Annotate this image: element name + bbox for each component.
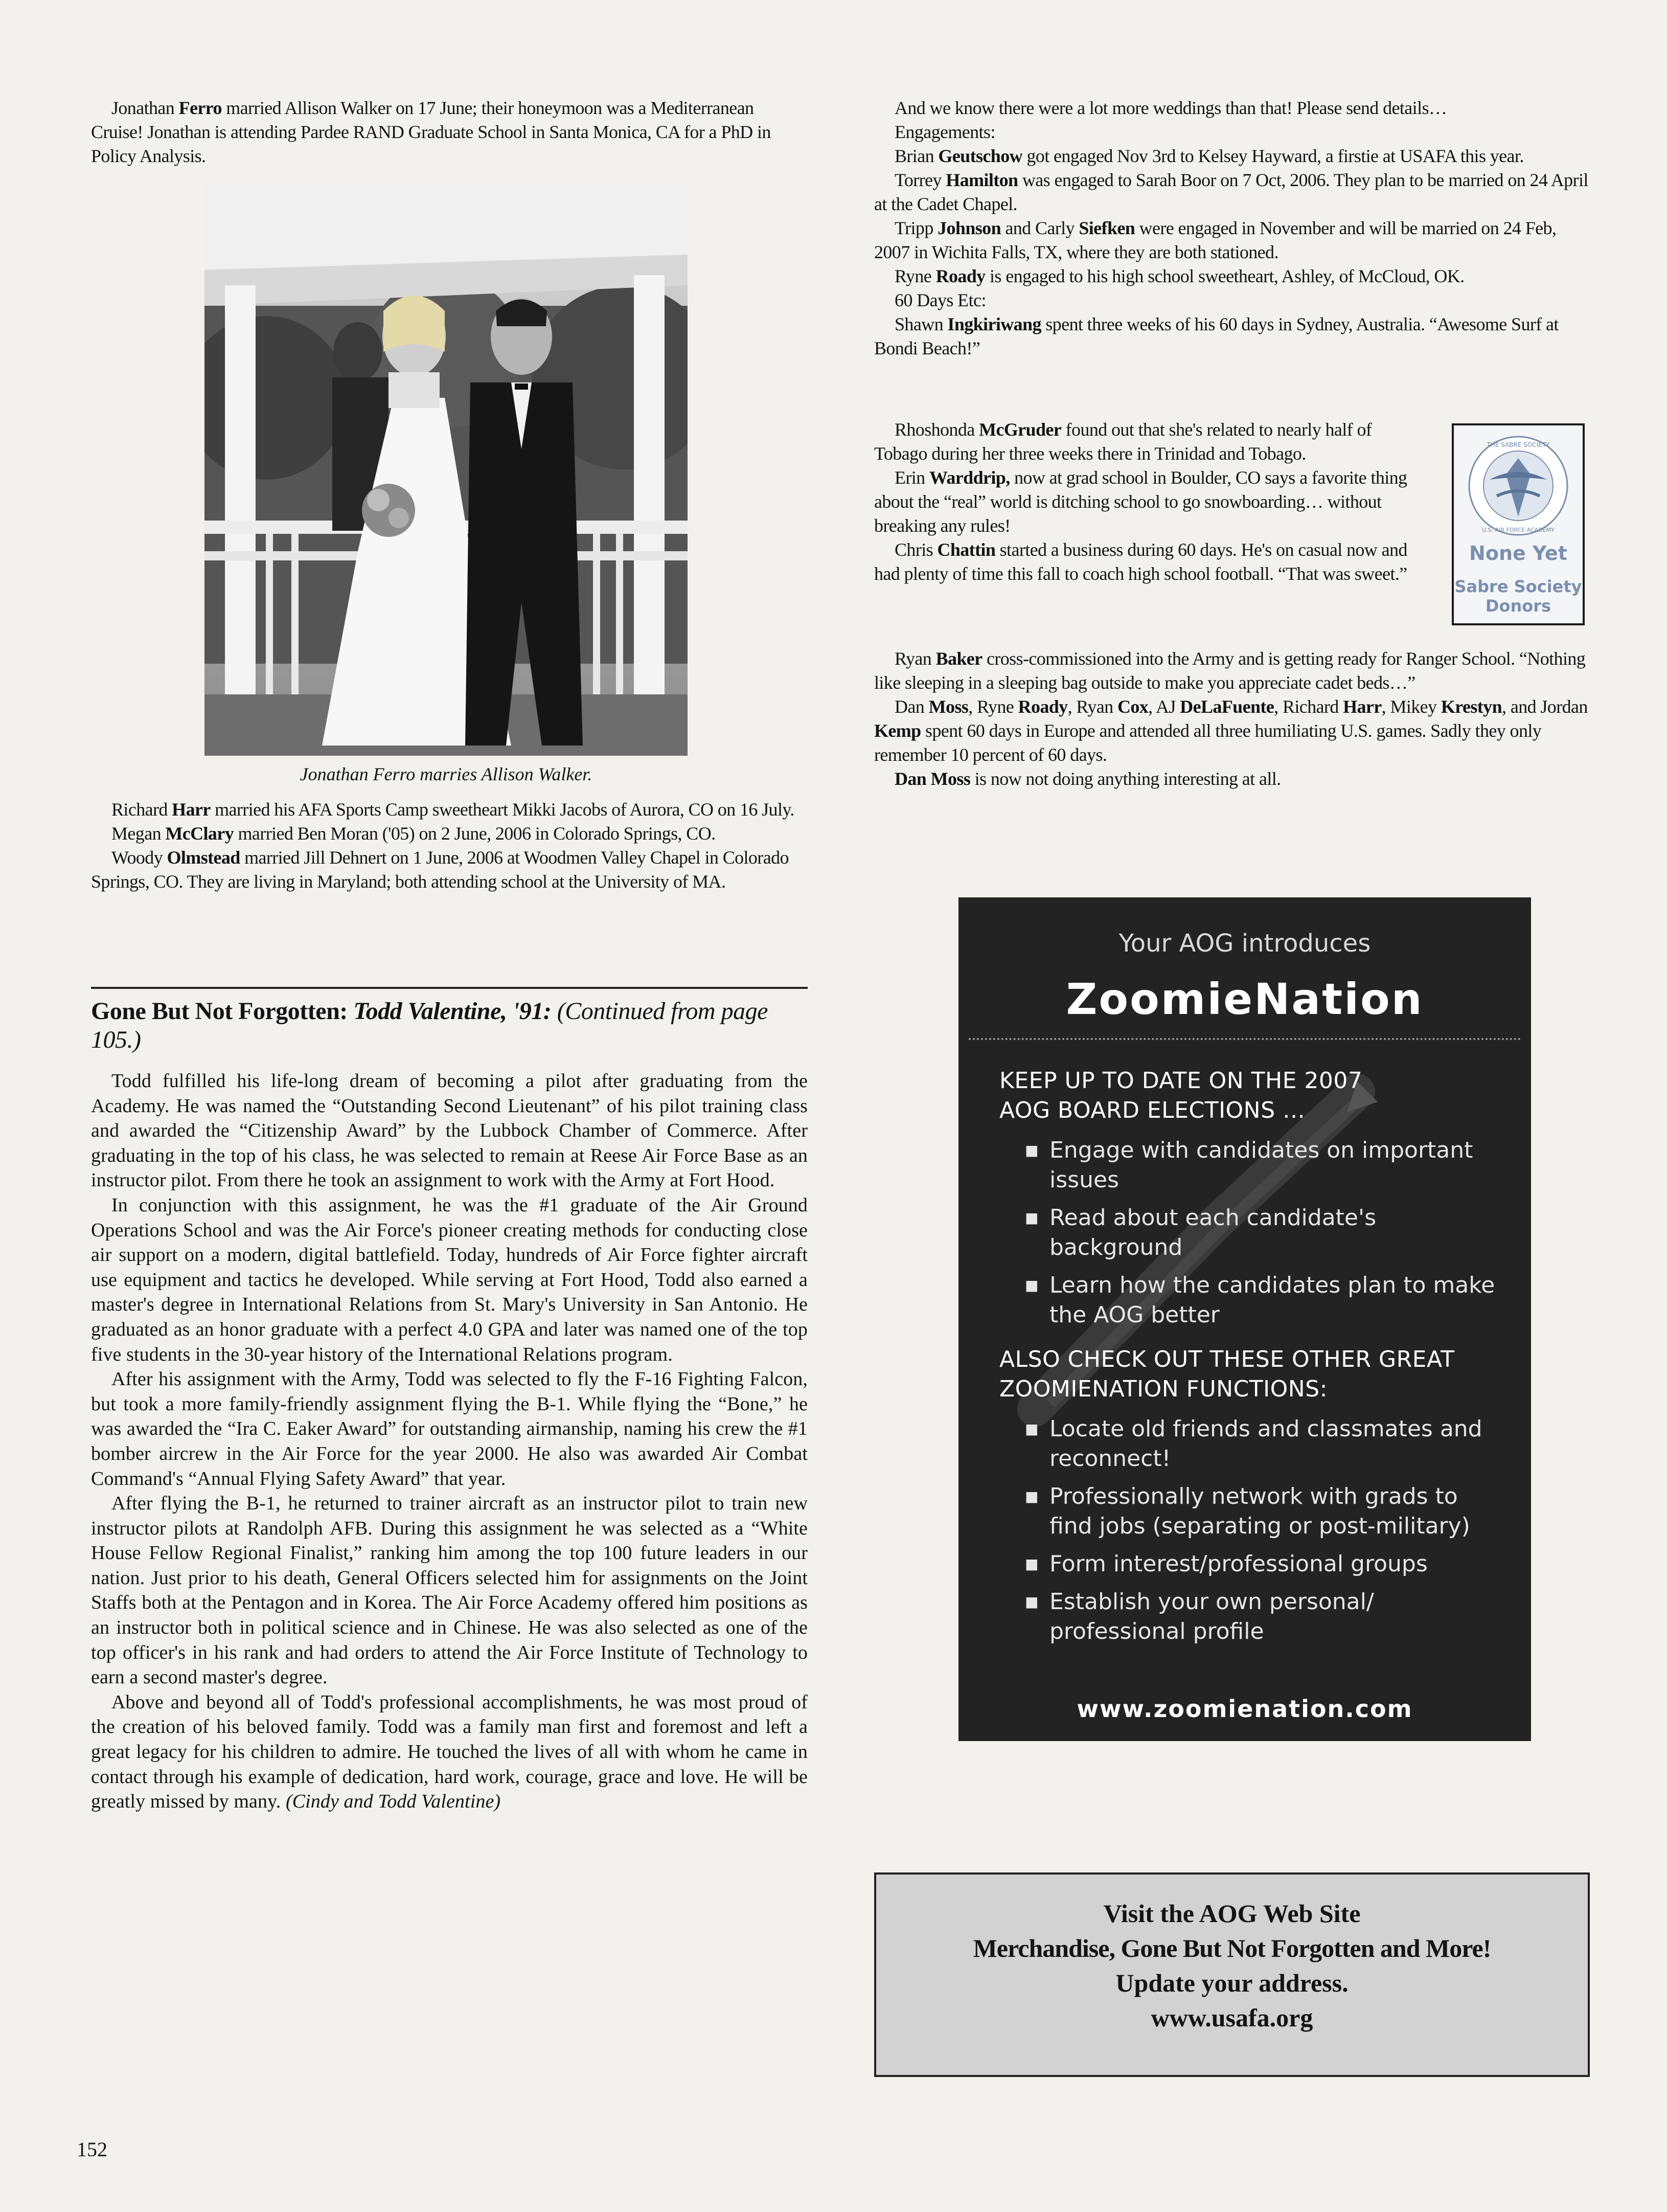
- ad-brand-logo: ZoomieNation: [1066, 974, 1424, 1024]
- ad-list-item: ■ Learn how the candidates plan to make the AOG better: [1020, 1271, 1500, 1330]
- news-note: Erin Warddrip, now at grad school in Boulder, CO says a favorite thing about the “real” world is ditching school to go snowboarding… without breaking any rules!: [874, 467, 1407, 536]
- news-note: Ryne Roady is engaged to his high school sweetheart, Ashley, of McCloud, OK.: [895, 266, 1465, 286]
- ad-list-item: ■ Read about each candidate's background: [1020, 1203, 1500, 1262]
- news-note: And we know there were a lot more weddings than that! Please send details…: [895, 98, 1447, 118]
- sabre-status: None Yet: [1469, 542, 1567, 565]
- ad-list-item: ■ Form interest/professional groups: [1020, 1549, 1500, 1579]
- news-note: Dan Moss, Ryne Roady, Ryan Cox, AJ DeLaFuente, Richard Harr, Mikey Krestyn, and Jordan Kemp spent 60 days in Europe and attended all three humiliating U.S. games. Sadly they only remember 10 percent of 60 days.: [874, 696, 1588, 765]
- aog-website-link[interactable]: www.usafa.org: [1151, 2003, 1313, 2032]
- news-note: Rhoshonda McGruder found out that she's related to nearly half of Tobago during her three weeks there in Trinidad and Tobago.: [874, 419, 1372, 464]
- feature-article: [91, 1069, 808, 1814]
- ad-list-item: ■ Engage with candidates on important issues: [1020, 1136, 1500, 1195]
- wedding-notes: [91, 798, 807, 894]
- right-column-top: [874, 96, 1590, 360]
- news-note: Chris Chattin started a business during 60 days. He's on casual now and had plenty of time this fall to coach high school football. “That was sweet.”: [874, 539, 1407, 584]
- aog-website-box: [874, 1872, 1590, 2077]
- ad-list: [1020, 1136, 1500, 1330]
- photo-caption: Jonathan Ferro marries Allison Walker.: [300, 764, 592, 784]
- svg-text:THE SABRE SOCIETY: THE SABRE SOCIETY: [1487, 441, 1550, 448]
- feature-heading: Gone But Not Forgotten: Todd Valentine, '91: (Continued from page 105.): [91, 998, 768, 1053]
- ad-section-title: KEEP UP TO DATE ON THE 2007 AOG BOARD ELECTIONS …: [999, 1068, 1363, 1123]
- news-note: Brian Geutschow got engaged Nov 3rd to Kelsey Hayward, a firstie at USAFA this year.: [895, 146, 1524, 166]
- wedding-note: Richard Harr married his AFA Sports Camp sweetheart Mikki Jacobs of Aurora, CO on 16 July.: [111, 799, 794, 820]
- aog-box-line: Update your address.: [1115, 1969, 1349, 1997]
- sabre-label-line1: Sabre Society: [1454, 577, 1582, 596]
- ferro-wedding-note: Jonathan Ferro married Allison Walker on 17 June; their honeymoon was a Mediterranean Cruise! Jonathan is attending Pardee RAND Graduate School in Santa Monica, CA for a PhD in Policy Analysis.: [91, 98, 771, 166]
- ad-divider: [969, 1038, 1521, 1040]
- article-paragraph: In conjunction with this assignment, he was the #1 graduate of the Air Ground Operations School and was the Air Force's pioneer creating methods for conducting close air support on a modern, digital battlefield. Today, hundreds of Air Force fighter aircraft use equipment and tactics he developed. While serving at Fort Hood, Todd also earned a master's degree in International Relations from St. Mary's University in San Antonio. He graduated as an honor graduate with a perfect 4.0 GPA and later was named one of the top five students in the 30-year history of the International Relations program.: [91, 1194, 808, 1365]
- wedding-photo: [204, 183, 688, 756]
- wedding-note: Woody Olmstead married Jill Dehnert on 1 June, 2006 at Woodmen Valley Chapel in Colorado Springs, CO. They are living in Maryland; both attending school at the University of MA.: [91, 847, 789, 892]
- ad-intro: Your AOG introduces: [1118, 929, 1371, 958]
- article-paragraph: After flying the B-1, he returned to trainer aircraft as an instructor pilot to train new instructor pilots at Randolph AFB. During this assignment he was selected as a “White House Fellow Regional Finalist,” ranking him among the top 100 future leaders in our nation. Just prior to his death, General Officers selected him for assignments on the Joint Staffs both at the Pentagon and in Korea. The Air Force Academy offered him positions as an instructor both in political science and in Chinese. He was also selected as one of the top officer's in his rank and had orders to attend the Air Force Institute of Technology to earn a second master's degree.: [91, 1493, 808, 1688]
- ad-list-item: ■ Locate old friends and classmates and reconnect!: [1020, 1414, 1500, 1474]
- ad-url-link[interactable]: www.zoomienation.com: [1077, 1695, 1413, 1723]
- ad-section-title: ALSO CHECK OUT THESE OTHER GREAT ZOOMIENATION FUNCTIONS:: [999, 1346, 1455, 1402]
- article-paragraph: Above and beyond all of Todd's professional accomplishments, he was most proud of the creation of his beloved family. Todd was a family man first and foremost and left a great legacy for his children to admire. He touched the lives of all with whom he came in contact through his example of dedication, hard work, courage, grace and love. He will be greatly missed by many. (Cindy and Todd Valentine): [91, 1691, 808, 1813]
- news-note: Dan Moss is now not doing anything interesting at all.: [895, 769, 1281, 789]
- svg-text:U.S. AIR FORCE ACADEMY: U.S. AIR FORCE ACADEMY: [1482, 527, 1555, 533]
- aog-box-line: Merchandise, Gone But Not Forgotten and More!: [973, 1934, 1491, 1962]
- news-note: Tripp Johnson and Carly Siefken were engaged in November and will be married on 24 Feb, 2007 in Wichita Falls, TX, where they are both stationed.: [874, 218, 1557, 262]
- section-divider: [91, 987, 808, 989]
- right-column-bottom: [874, 647, 1590, 791]
- page-number: 152: [77, 2138, 107, 2161]
- article-paragraph: Todd fulfilled his life-long dream of becoming a pilot after graduating from the Academy. He was named the “Outstanding Second Lieutenant” of his pilot training class and awarded the “Citizenship Award” by the Lubbock Chamber of Commerce. After graduating in the top of his class, he was selected to remain at Reese Air Force Base as an instructor pilot. From there he took an assignment to work with the Army at Fort Hood.: [91, 1070, 808, 1191]
- ad-section-functions: [999, 1345, 1500, 1655]
- section-label: 60 Days Etc:: [895, 290, 986, 310]
- ad-list-item: ■ Establish your own personal/ professional profile: [1020, 1587, 1500, 1646]
- wedding-photo-illustration: [204, 183, 688, 756]
- zoomienation-ad: [958, 897, 1531, 1741]
- ad-section-elections: [999, 1066, 1500, 1338]
- section-label: Engagements:: [895, 122, 995, 142]
- sabre-society-badge: [1452, 423, 1585, 625]
- article-paragraph: After his assignment with the Army, Todd was selected to fly the F-16 Fighting Falcon, but took a more family-friendly assignment flying the B-1. While flying the “Bone,” he was awarded the “Ira C. Eaker Award” for outstanding airmanship, naming his crew the #1 bomber aircrew in the Air Force for the year 2000. He also was awarded Air Combat Command's “Annual Flying Safety Award” that year.: [91, 1368, 808, 1489]
- left-column: [91, 96, 807, 168]
- aog-box-line: Visit the AOG Web Site: [1103, 1899, 1361, 1928]
- sabre-society-seal-icon: [1454, 428, 1583, 546]
- sabre-label-line2: Donors: [1485, 596, 1551, 616]
- news-note: Shawn Ingkiriwang spent three weeks of his 60 days in Sydney, Australia. “Awesome Surf at Bondi Beach!”: [874, 314, 1559, 358]
- wedding-note: Megan McClary married Ben Moran ('05) on 2 June, 2006 in Colorado Springs, CO.: [111, 823, 716, 844]
- ad-list-item: ■ Professionally network with grads to find jobs (separating or post-military): [1020, 1482, 1500, 1541]
- news-note: Ryan Baker cross-commissioned into the Army and is getting ready for Ranger School. “Nothing like sleeping in a sleeping bag outside to make you appreciate cadet beds…”: [874, 648, 1586, 693]
- news-note: Torrey Hamilton was engaged to Sarah Boor on 7 Oct, 2006. They plan to be married on 24 April at the Cadet Chapel.: [874, 170, 1588, 214]
- ad-list: [1020, 1414, 1500, 1646]
- right-column-narrow: [874, 418, 1426, 586]
